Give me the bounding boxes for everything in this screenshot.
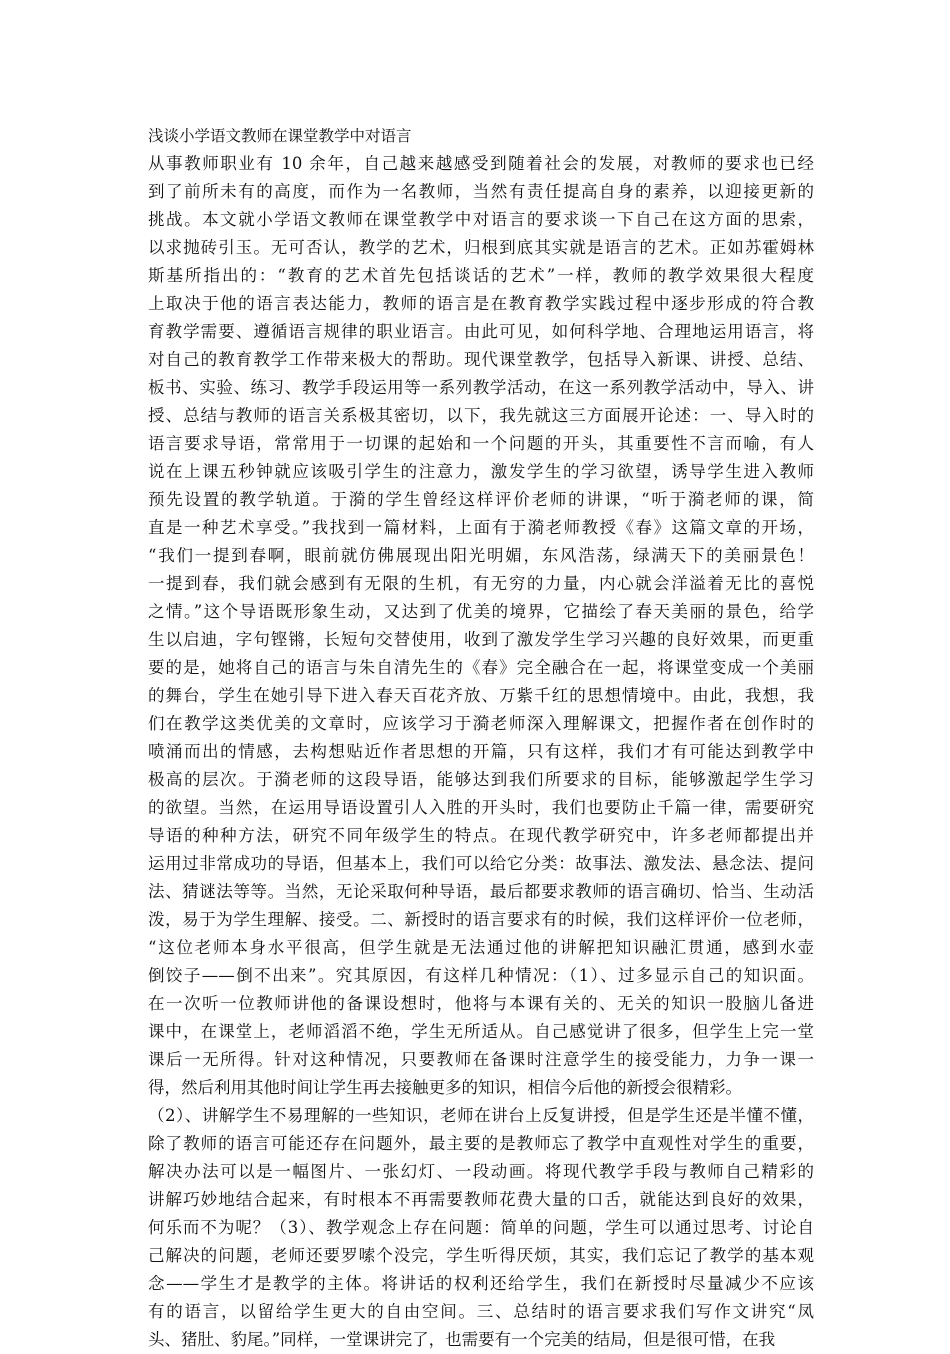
text-line: 授、总结与教师的语言关系极其密切，以下，我先就这三方面展开论述：一、导入时的 — [148, 406, 814, 425]
text-line: 导语的种种方法，研究不同年级学生的特点。在现代教学研究中，许多老师都提出并 — [148, 826, 814, 845]
text-line: 到了前所未有的高度，而作为一名教师，当然有责任提高自身的素养，以迎接更新的 — [148, 182, 814, 201]
text-line: 得，然后利用其他时间让学生再去接触更多的知识，相信今后他的新授会很精彩。 — [148, 1078, 742, 1097]
text-line: 念——学生才是教学的主体。将讲话的权利还给学生，我们在新授时尽量减少不应该 — [148, 1274, 814, 1293]
text-line: 挑战。本文就小学语文教师在课堂教学中对语言的要求谈一下自己在这方面的思索， — [148, 210, 814, 229]
text-line: “这位老师本身水平很高，但学生就是无法通过他的讲解把知识融汇贯通，感到水壶 — [148, 938, 814, 957]
text-line: 课后一无所得。针对这种情况，只要教师在备课时注意学生的接受能力，力争一课一 — [148, 1050, 814, 1069]
text-line: 生以启迪，字句铿锵，长短句交替使用，收到了激发学生学习兴趣的良好效果，而更重 — [148, 630, 814, 649]
text-line: 法、猜谜法等等。当然，无论采取何种导语，最后都要求教师的语言确切、恰当、生动活 — [148, 882, 814, 901]
text-line: 语言要求导语，常常用于一切课的起始和一个问题的开头，其重要性不言而喻，有人 — [148, 434, 814, 453]
text-line: 在一次听一位教师讲他的备课设想时，他将与本课有关的、无关的知识一股脑儿备进 — [148, 994, 814, 1013]
text-line: （2）、讲解学生不易理解的一些知识，老师在讲台上反复讲授，但是学生还是半懂不懂， — [148, 1106, 814, 1125]
text-line: 之情。”这个导语既形象生动，又达到了优美的境界，它描绘了春天美丽的景色，给学 — [148, 602, 814, 621]
text-line: 何乐而不为呢？（3）、教学观念上存在问题：简单的问题，学生可以通过思考、讨论自 — [148, 1218, 814, 1237]
text-line: 极高的层次。于漪老师的这段导语，能够达到我们所要求的目标，能够激起学生学习 — [148, 770, 814, 789]
text-line: 说在上课五秒钟就应该吸引学生的注意力，激发学生的学习欲望，诱导学生进入教师 — [148, 462, 814, 481]
text-line: 课中，在课堂上，老师滔滔不绝，学生无所适从。自己感觉讲了很多，但学生上完一堂 — [148, 1022, 814, 1041]
document-body — [148, 122, 814, 1354]
text-line: 预先设置的教学轨道。于漪的学生曾经这样评价老师的讲课，“听于漪老师的课，简 — [148, 490, 814, 509]
text-line: 对自己的教育教学工作带来极大的帮助。现代课堂教学，包括导入新课、讲授、总结、 — [148, 350, 814, 369]
text-line: 己解决的问题，老师还要罗嗦个没完，学生听得厌烦，其实，我们忘记了教学的基本观 — [148, 1246, 814, 1265]
text-line: 运用过非常成功的导语，但基本上，我们可以给它分类：故事法、激发法、悬念法、提问 — [148, 854, 814, 873]
text-line: 板书、实验、练习、教学手段运用等一系列教学活动，在这一系列教学活动中，导入、讲 — [148, 378, 814, 397]
text-line: 们在教学这类优美的文章时，应该学习于漪老师深入理解课文，把握作者在创作时的 — [148, 714, 814, 733]
text-line: 直是一种艺术享受。”我找到一篇材料，上面有于漪老师教授《春》这篇文章的开场， — [148, 518, 814, 537]
text-line: 泼，易于为学生理解、接受。二、新授时的语言要求有的时候，我们这样评价一位老师， — [148, 910, 814, 929]
text-line: “我们一提到春啊，眼前就仿佛展现出阳光明媚，东风浩荡，绿满天下的美丽景色！ — [148, 546, 814, 565]
text-line: 头、猪肚、豹尾。”同样，一堂课讲完了，也需要有一个完美的结局，但是很可惜，在我 — [148, 1330, 776, 1349]
text-line: 的欲望。当然，在运用导语设置引人入胜的开头时，我们也要防止千篇一律，需要研究 — [148, 798, 814, 817]
text-line: 解决办法可以是一幅图片、一张幻灯、一段动画。将现代教学手段与教师自己精彩的 — [148, 1162, 814, 1181]
text-line: 以求抛砖引玉。无可否认，教学的艺术，归根到底其实就是语言的艺术。正如苏霍姆林 — [148, 238, 814, 257]
text-line: 讲解巧妙地结合起来，有时根本不再需要教师花费大量的口舌，就能达到良好的效果， — [148, 1190, 814, 1209]
text-line: 的舞台，学生在她引导下进入春天百花齐放、万紫千红的思想情境中。由此，我想，我 — [148, 686, 814, 705]
text-line: 一提到春，我们就会感到有无限的生机，有无穷的力量，内心就会洋溢着无比的喜悦 — [148, 574, 814, 593]
text-line: 倒饺子——倒不出来”。究其原因，有这样几种情况：（1）、过多显示自己的知识面。 — [148, 966, 814, 985]
text-line: 要的是，她将自己的语言与朱自清先生的《春》完全融合在一起，将课堂变成一个美丽 — [148, 658, 814, 677]
document-title: 浅谈小学语文教师在课堂教学中对语言 — [148, 127, 412, 145]
text-line: 从事教师职业有 10 余年，自己越来越感受到随着社会的发展，对教师的要求也已经 — [148, 154, 814, 173]
text-line: 除了教师的语言可能还存在问题外，最主要的是教师忘了教学中直观性对学生的重要， — [148, 1134, 814, 1153]
text-line: 喷涌而出的情感，去构想贴近作者思想的开篇，只有这样，我们才有可能达到教学中 — [148, 742, 814, 761]
text-line: 有的语言，以留给学生更大的自由空间。三、总结时的语言要求我们写作文讲究“凤 — [148, 1302, 814, 1321]
text-line: 育教学需要、遵循语言规律的职业语言。由此可见，如何科学地、合理地运用语言，将 — [148, 322, 814, 341]
text-line: 上取决于他的语言表达能力，教师的语言是在教育教学实践过程中逐步形成的符合教 — [148, 294, 814, 313]
text-line: 斯基所指出的：“教育的艺术首先包括谈话的艺术”一样，教师的教学效果很大程度 — [148, 266, 814, 285]
